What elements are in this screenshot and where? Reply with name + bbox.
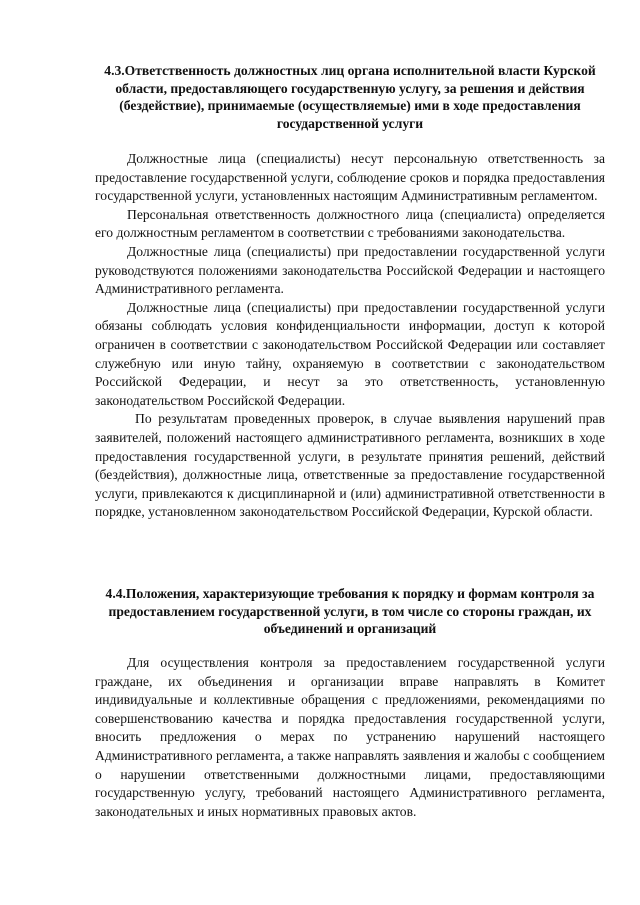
section-heading: 4.3.Ответственность должностных лиц органа исполнительной власти Курской области, предоставляющего государственную услугу, за решения и действия (бездействие), принимаемые (осуществляемые) ими в ходе предоставления государственной услуги [104, 63, 596, 131]
paragraph: Должностные лица (специалисты) несут персональную ответственность за предоставление государственной услуги, соблюдение сроков и порядка предоставления государственной услуги, установленных настоящим Административным регламентом. [95, 151, 605, 204]
section-4-3-body [95, 150, 605, 522]
paragraph: Должностные лица (специалисты) при предоставлении государственной услуги обязаны соблюдать условия конфиденциальности информации, доступ к которой ограничен в соответствии с законодательством Российской Федерации или составляет служебную или иную тайну, охраняемую в соответствии с законодательством Российской Федерации, и несут за это ответственность, установленную законодательством Российской Федерации. [95, 299, 605, 408]
paragraph: По результатам проведенных проверок, в случае выявления нарушений прав заявителей, положений настоящего административного регламента, возникших в ходе предоставления государственной услуги, в результате принятия решений, действий (бездействия), должностные лица, ответственные за предоставление государственной услуги, привлекаются к дисциплинарной и (или) административной ответственности в порядке, установленном законодательством Российской Федерации, Курской области. [95, 411, 605, 520]
section-4-3-header [95, 62, 605, 132]
section-4-4-body [95, 654, 605, 821]
paragraph: Должностные лица (специалисты) при предоставлении государственной услуги руководствуются положениями законодательства Российской Федерации и настоящего Административного регламента. [95, 243, 605, 297]
paragraph: Для осуществления контроля за предоставлением государственной услуги граждане, их объединения и организации вправе направлять в Комитет индивидуальные и коллективные обращения с предложениями, рекомендациями по совершенствованию качества и порядка предоставления государственной услуги, вносить предложения о мерах по устранению нарушений настоящего Административного регламента, а также направлять заявления и жалобы с сообщением о нарушении ответственными должностными лицами, предоставляющими государственную услугу, требований настоящего Административного регламента, законодательных и иных нормативных правовых актов. [95, 655, 605, 819]
paragraph: Персональная ответственность должностного лица (специалиста) определяется его должностным регламентом в соответствии с требованиями законодательства. [95, 206, 605, 241]
section-heading: 4.4.Положения, характеризующие требования к порядку и формам контроля за предоставлением государственной услуги, в том числе со стороны граждан, их объединений и организаций [105, 586, 595, 636]
section-4-4-header [95, 585, 605, 638]
